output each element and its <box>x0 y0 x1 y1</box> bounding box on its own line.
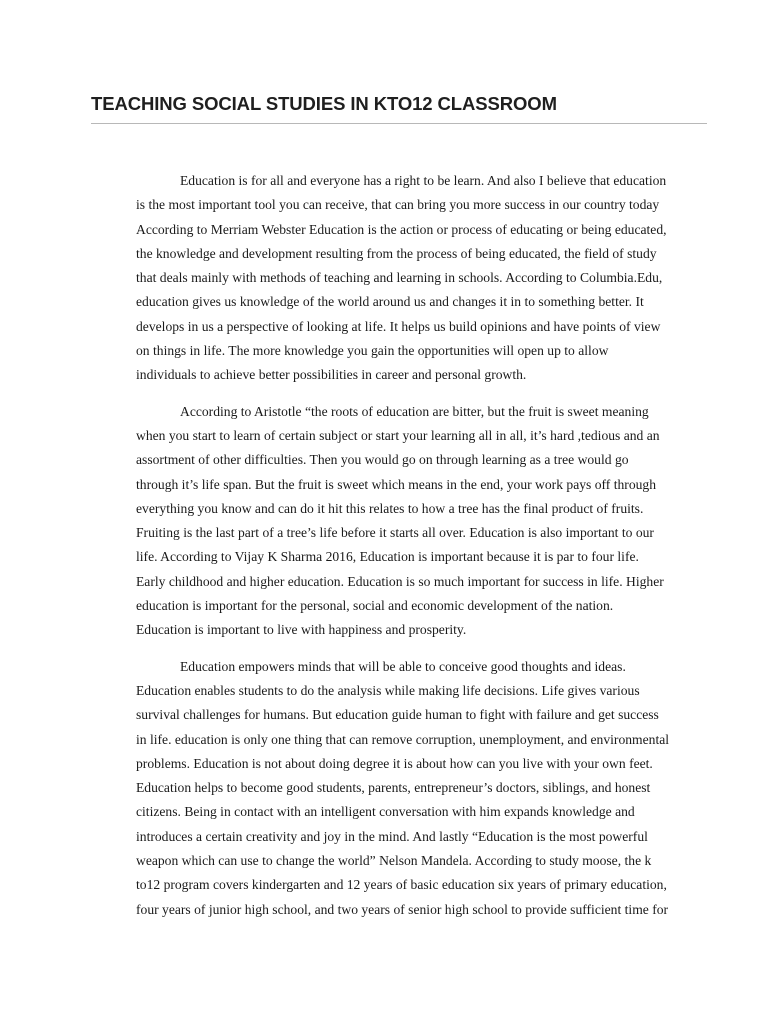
text-line: life. According to Vijay K Sharma 2016, Education is important because it is par to four life. <box>136 549 639 565</box>
text-line: Education enables students to do the analysis while making life decisions. Life gives various <box>136 682 640 698</box>
title-underline <box>91 123 707 124</box>
text-line: that deals mainly with methods of teaching and learning in schools. According to Columbia.Edu, <box>136 270 663 286</box>
text-line: develops in us a perspective of looking at life. It helps us build opinions and have points of view <box>136 318 661 334</box>
text-line: assortment of other difficulties. Then you would go on through learning as a tree would go <box>136 452 629 468</box>
text-line: Education empowers minds that will be able to conceive good thoughts and ideas. <box>180 658 626 674</box>
text-line: education is important for the personal, social and economic development of the nation. <box>136 598 614 614</box>
text-line: Education is for all and everyone has a right to be learn. And also I believe that education <box>180 173 667 188</box>
text-line: on things in life. The more knowledge you gain the opportunities will open up to allow <box>136 343 609 359</box>
text-line: is the most important tool you can receive, that can bring you more success in our country today <box>136 197 660 213</box>
text-line: four years of junior high school, and two years of senior high school to provide sufficient time for <box>136 901 669 917</box>
text-line: According to Merriam Webster Education is the action or process of educating or being educated, <box>136 221 667 237</box>
paragraph-1 <box>136 169 678 388</box>
text-line: individuals to achieve better possibilities in career and personal growth. <box>136 367 527 383</box>
text-line: weapon which can use to change the world” Nelson Mandela. According to study moose, the k <box>136 853 652 869</box>
text-line: citizens. Being in contact with an intelligent conversation with him expands knowledge and <box>136 804 635 820</box>
text-line: to12 program covers kindergarten and 12 years of basic education six years of primary education, <box>136 877 667 893</box>
text-line: Education is important to live with happiness and prosperity. <box>136 622 467 638</box>
text-line: education gives us knowledge of the world around us and changes it in to something better. It <box>136 294 644 310</box>
document-title: TEACHING SOCIAL STUDIES IN KTO12 CLASSROOM <box>91 93 557 114</box>
text-line: when you start to learn of certain subject or start your learning all in all, it’s hard ,tedious and an <box>136 427 660 443</box>
text-line: Early childhood and higher education. Education is so much important for success in life. Higher <box>136 573 664 589</box>
text-line: Fruiting is the last part of a tree’s life before it starts all over. Education is also important to our <box>136 525 654 541</box>
text-line: introduces a certain creativity and joy in the mind. And lastly “Education is the most powerful <box>136 828 648 844</box>
text-line: survival challenges for humans. But education guide human to fight with failure and get success <box>136 707 659 723</box>
paragraph-2 <box>136 400 678 643</box>
text-line: everything you know and can do it hit this relates to how a tree has the final product of fruits. <box>136 500 644 516</box>
text-line: the knowledge and development resulting from the process of being educated, the field of study <box>136 245 657 261</box>
text-line: Education helps to become good students, parents, entrepreneur’s doctors, siblings, and honest <box>136 780 651 796</box>
paragraph-3 <box>136 655 678 922</box>
text-line: problems. Education is not about doing degree it is about how can you live with your own feet. <box>136 755 653 771</box>
text-line: According to Aristotle “the roots of education are bitter, but the fruit is sweet meaning <box>180 403 649 419</box>
text-line: through it’s life span. But the fruit is sweet which means in the end, your work pays off through <box>136 476 657 492</box>
document-body <box>136 169 678 934</box>
text-line: in life. education is only one thing that can remove corruption, unemployment, and environmental <box>136 731 670 747</box>
